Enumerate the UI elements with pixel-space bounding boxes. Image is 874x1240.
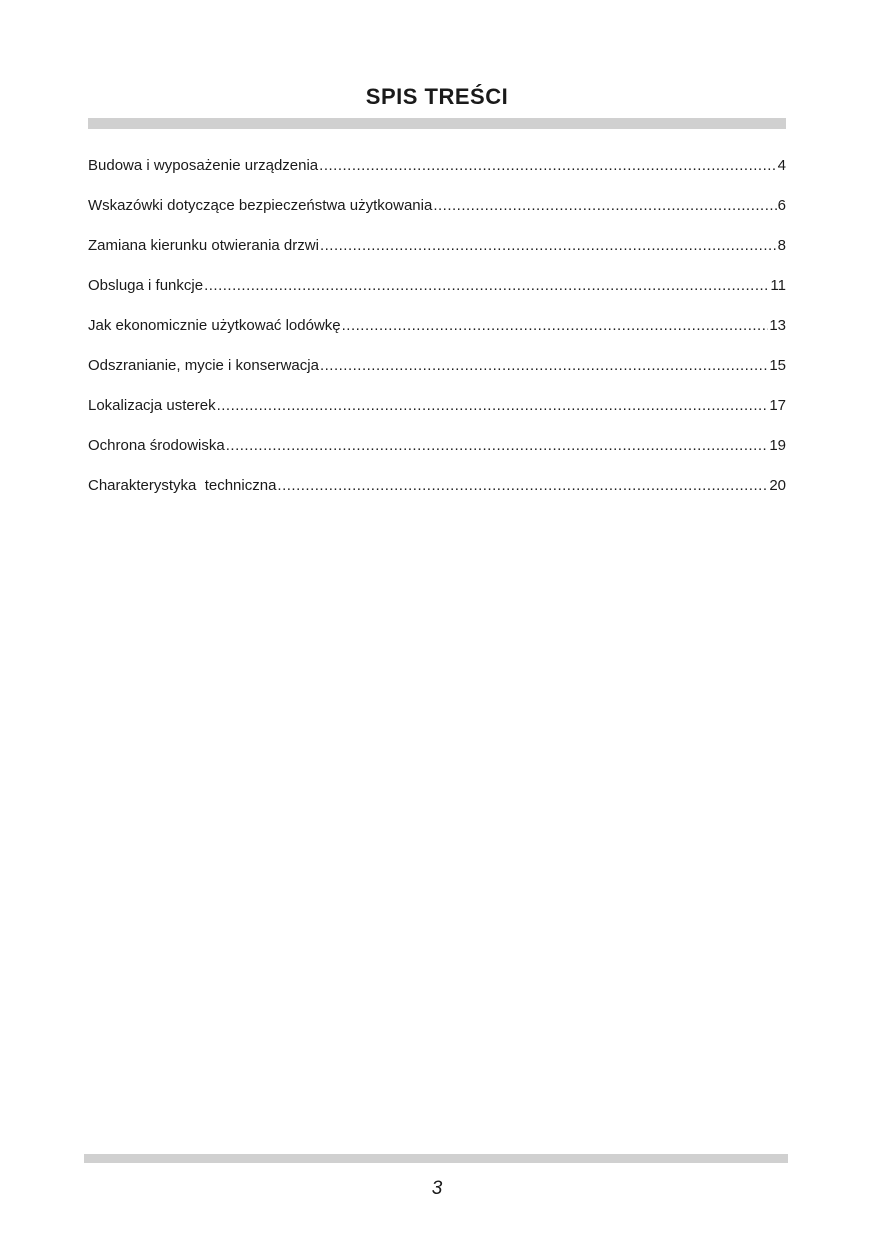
toc-entry-title: Odszranianie, mycie i konserwacja	[88, 357, 319, 374]
toc-entry-title: Charakterystyka techniczna	[88, 477, 277, 494]
toc-dot-leader	[342, 314, 769, 338]
toc-entry[interactable]	[88, 154, 786, 194]
toc-entry-page: 20	[769, 477, 786, 494]
toc-entry[interactable]	[88, 434, 786, 474]
toc-dot-leader	[320, 354, 768, 378]
toc-dot-leader	[277, 474, 768, 498]
title-divider	[88, 118, 786, 129]
toc-dot-leader	[226, 434, 769, 458]
toc-entry[interactable]	[88, 474, 786, 514]
toc-entry[interactable]	[88, 354, 786, 394]
table-of-contents	[88, 154, 786, 514]
toc-dot-leader	[204, 274, 769, 298]
toc-entry-title: Jak ekonomicznie użytkować lodówkę	[88, 317, 341, 334]
toc-entry-title: Budowa i wyposażenie urządzenia	[88, 157, 319, 174]
toc-entry-page: 6	[777, 197, 786, 214]
page-number: 3	[431, 1178, 443, 1199]
toc-entry-page: 8	[777, 237, 786, 254]
toc-dot-leader	[217, 394, 769, 418]
toc-dot-leader	[433, 194, 776, 218]
toc-entry-title: Wskazówki dotyczące bezpieczeństwa użytkowania	[88, 197, 433, 214]
toc-entry[interactable]	[88, 234, 786, 274]
toc-entry-title: Ochrona środowiska	[88, 437, 225, 454]
toc-entry-page: 13	[769, 317, 786, 334]
page-title: SPIS TREŚCI	[365, 84, 509, 109]
toc-entry-title: Lokalizacja usterek	[88, 397, 216, 414]
footer-divider	[84, 1154, 788, 1163]
toc-entry-page: 15	[769, 357, 786, 374]
toc-entry-title: Zamiana kierunku otwierania drzwi	[88, 237, 319, 254]
toc-entry-page: 11	[770, 277, 786, 294]
toc-entry[interactable]	[88, 274, 786, 314]
toc-entry[interactable]	[88, 394, 786, 434]
toc-entry-page: 17	[769, 397, 786, 414]
toc-entry[interactable]	[88, 314, 786, 354]
toc-dot-leader	[319, 154, 777, 178]
toc-entry[interactable]	[88, 194, 786, 234]
toc-entry-title: Obsluga i funkcje	[88, 277, 204, 294]
toc-entry-page: 4	[777, 157, 786, 174]
toc-entry-page: 19	[769, 437, 786, 454]
toc-dot-leader	[320, 234, 777, 258]
